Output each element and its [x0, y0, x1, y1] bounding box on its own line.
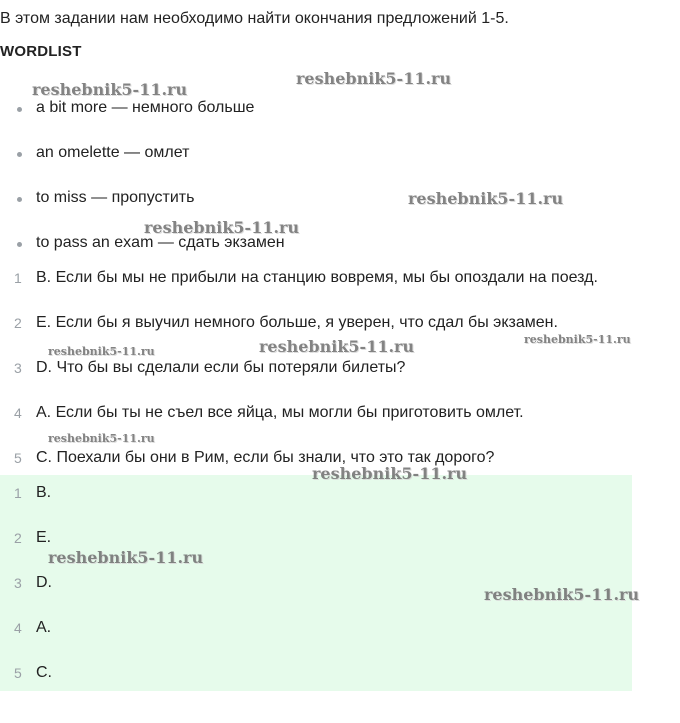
watermark: reshebnik5-11.ru — [32, 80, 188, 99]
sentence-text: A. Если бы ты не съел все яйца, мы могли бы приготовить омлет. — [36, 404, 524, 421]
sentence-number: 4 — [14, 405, 22, 421]
answer-text: C. — [36, 664, 52, 681]
watermark: reshebnik5-11.ru — [48, 345, 155, 358]
watermark: reshebnik5-11.ru — [48, 548, 204, 567]
intro-text: В этом задании нам необходимо найти окончания предложений 1-5. — [0, 10, 509, 27]
wordlist-item-text: to miss — пропустить — [36, 189, 195, 206]
watermark: reshebnik5-11.ru — [296, 69, 452, 88]
bullet-dot-icon — [17, 197, 22, 202]
bullet-dot-icon — [17, 152, 22, 157]
sentence-number: 3 — [14, 360, 22, 376]
sentence-text: C. Поехали бы они в Рим, если бы знали, что это так дорого? — [36, 449, 495, 466]
watermark: reshebnik5-11.ru — [259, 337, 415, 356]
answer-number: 2 — [14, 530, 22, 546]
watermark: reshebnik5-11.ru — [312, 464, 468, 483]
sentence-number: 2 — [14, 315, 22, 331]
wordlist-heading: WORDLIST — [0, 43, 82, 60]
answer-text: E. — [36, 529, 52, 546]
wordlist-item-text: a bit more — немного больше — [36, 99, 255, 116]
watermark: reshebnik5-11.ru — [484, 585, 640, 604]
watermark: reshebnik5-11.ru — [408, 189, 564, 208]
watermark: reshebnik5-11.ru — [144, 218, 300, 237]
answer-number: 3 — [14, 575, 22, 591]
answer-text: D. — [36, 574, 52, 591]
watermark: reshebnik5-11.ru — [48, 432, 155, 445]
answer-text: A. — [36, 619, 52, 636]
answers-box — [0, 475, 632, 691]
sentence-text: D. Что бы вы сделали если бы потеряли билеты? — [36, 359, 406, 376]
wordlist-item-text: an omelette — омлет — [36, 144, 190, 161]
sentence-text: B. Если бы мы не прибыли на станцию вовремя, мы бы опоздали на поезд. — [36, 269, 598, 286]
watermark: reshebnik5-11.ru — [524, 333, 631, 346]
bullet-dot-icon — [17, 242, 22, 247]
answer-text: B. — [36, 484, 52, 501]
answer-number: 4 — [14, 620, 22, 636]
sentence-number: 5 — [14, 450, 22, 466]
sentence-text: E. Если бы я выучил немного больше, я уверен, что сдал бы экзамен. — [36, 314, 558, 331]
wordlist-item-text: to pass an exam — сдать экзамен — [36, 234, 285, 251]
answer-number: 5 — [14, 665, 22, 681]
bullet-dot-icon — [17, 107, 22, 112]
sentence-number: 1 — [14, 270, 22, 286]
answer-number: 1 — [14, 485, 22, 501]
